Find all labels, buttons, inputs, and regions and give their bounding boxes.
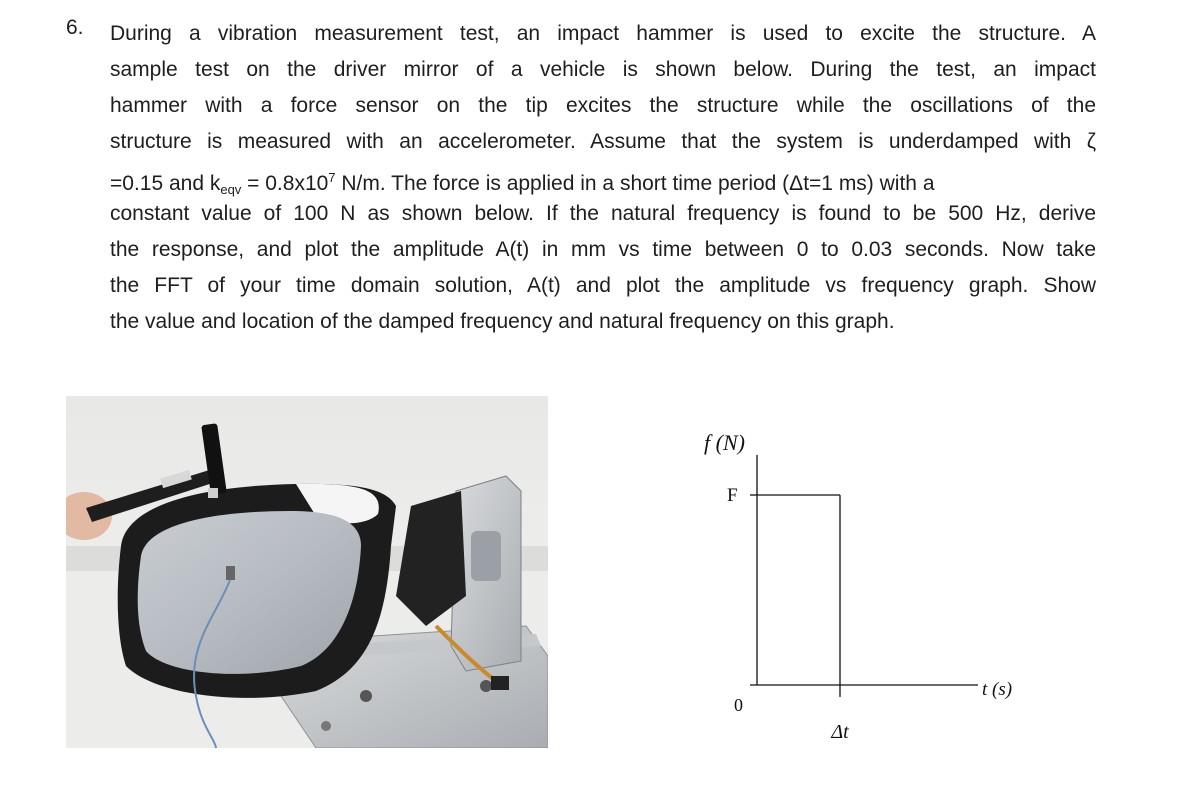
param-text-a: =0.15 and k [110, 172, 221, 195]
problem-statement [66, 16, 1096, 340]
mirror-test-photo [66, 396, 548, 748]
force-time-plot [690, 415, 1070, 755]
problem-line: structure is measured with an accelerometer. Assume that the system is underdamped with ζ [110, 130, 1096, 153]
dt-label: Δt [831, 721, 849, 743]
problem-line: constant value of 100 N as shown below. If the natural frequency is found to be 500 Hz, derive [110, 202, 1096, 225]
y-axis-label: f (N) [704, 430, 745, 455]
force-impulse-graph [690, 415, 1070, 755]
origin-label: 0 [734, 695, 743, 715]
problem-line: the response, and plot the amplitude A(t) in mm vs time between 0 to 0.03 seconds. Now take [110, 238, 1096, 261]
problem-line: sample test on the driver mirror of a vehicle is shown below. During the test, an impact [110, 58, 1096, 81]
problem-line: the value and location of the damped frequency and natural frequency on this graph. [110, 310, 895, 333]
problem-line: During a vibration measurement test, an impact hammer is used to excite the structure. A [110, 22, 1096, 45]
problem-number: 6. [66, 16, 84, 39]
k-subscript: eqv [220, 182, 242, 197]
problem-line: hammer with a force sensor on the tip excites the structure while the oscillations of the [110, 94, 1096, 117]
param-text-c: N/m. The force is applied in a short time period (Δt=1 ms) with a [335, 172, 935, 195]
param-text-b: = 0.8x10 [241, 172, 329, 195]
exponent-superscript: 7 [328, 170, 336, 185]
mirror-test-illustration [66, 396, 548, 748]
problem-line-parameters [110, 160, 1096, 196]
x-axis-label: t (s) [982, 679, 1013, 700]
problem-line: the FFT of your time domain solution, A(t) and plot the amplitude vs frequency graph. Show [110, 274, 1096, 297]
problem-body [110, 16, 1096, 340]
f-tick-label: F [727, 485, 738, 506]
